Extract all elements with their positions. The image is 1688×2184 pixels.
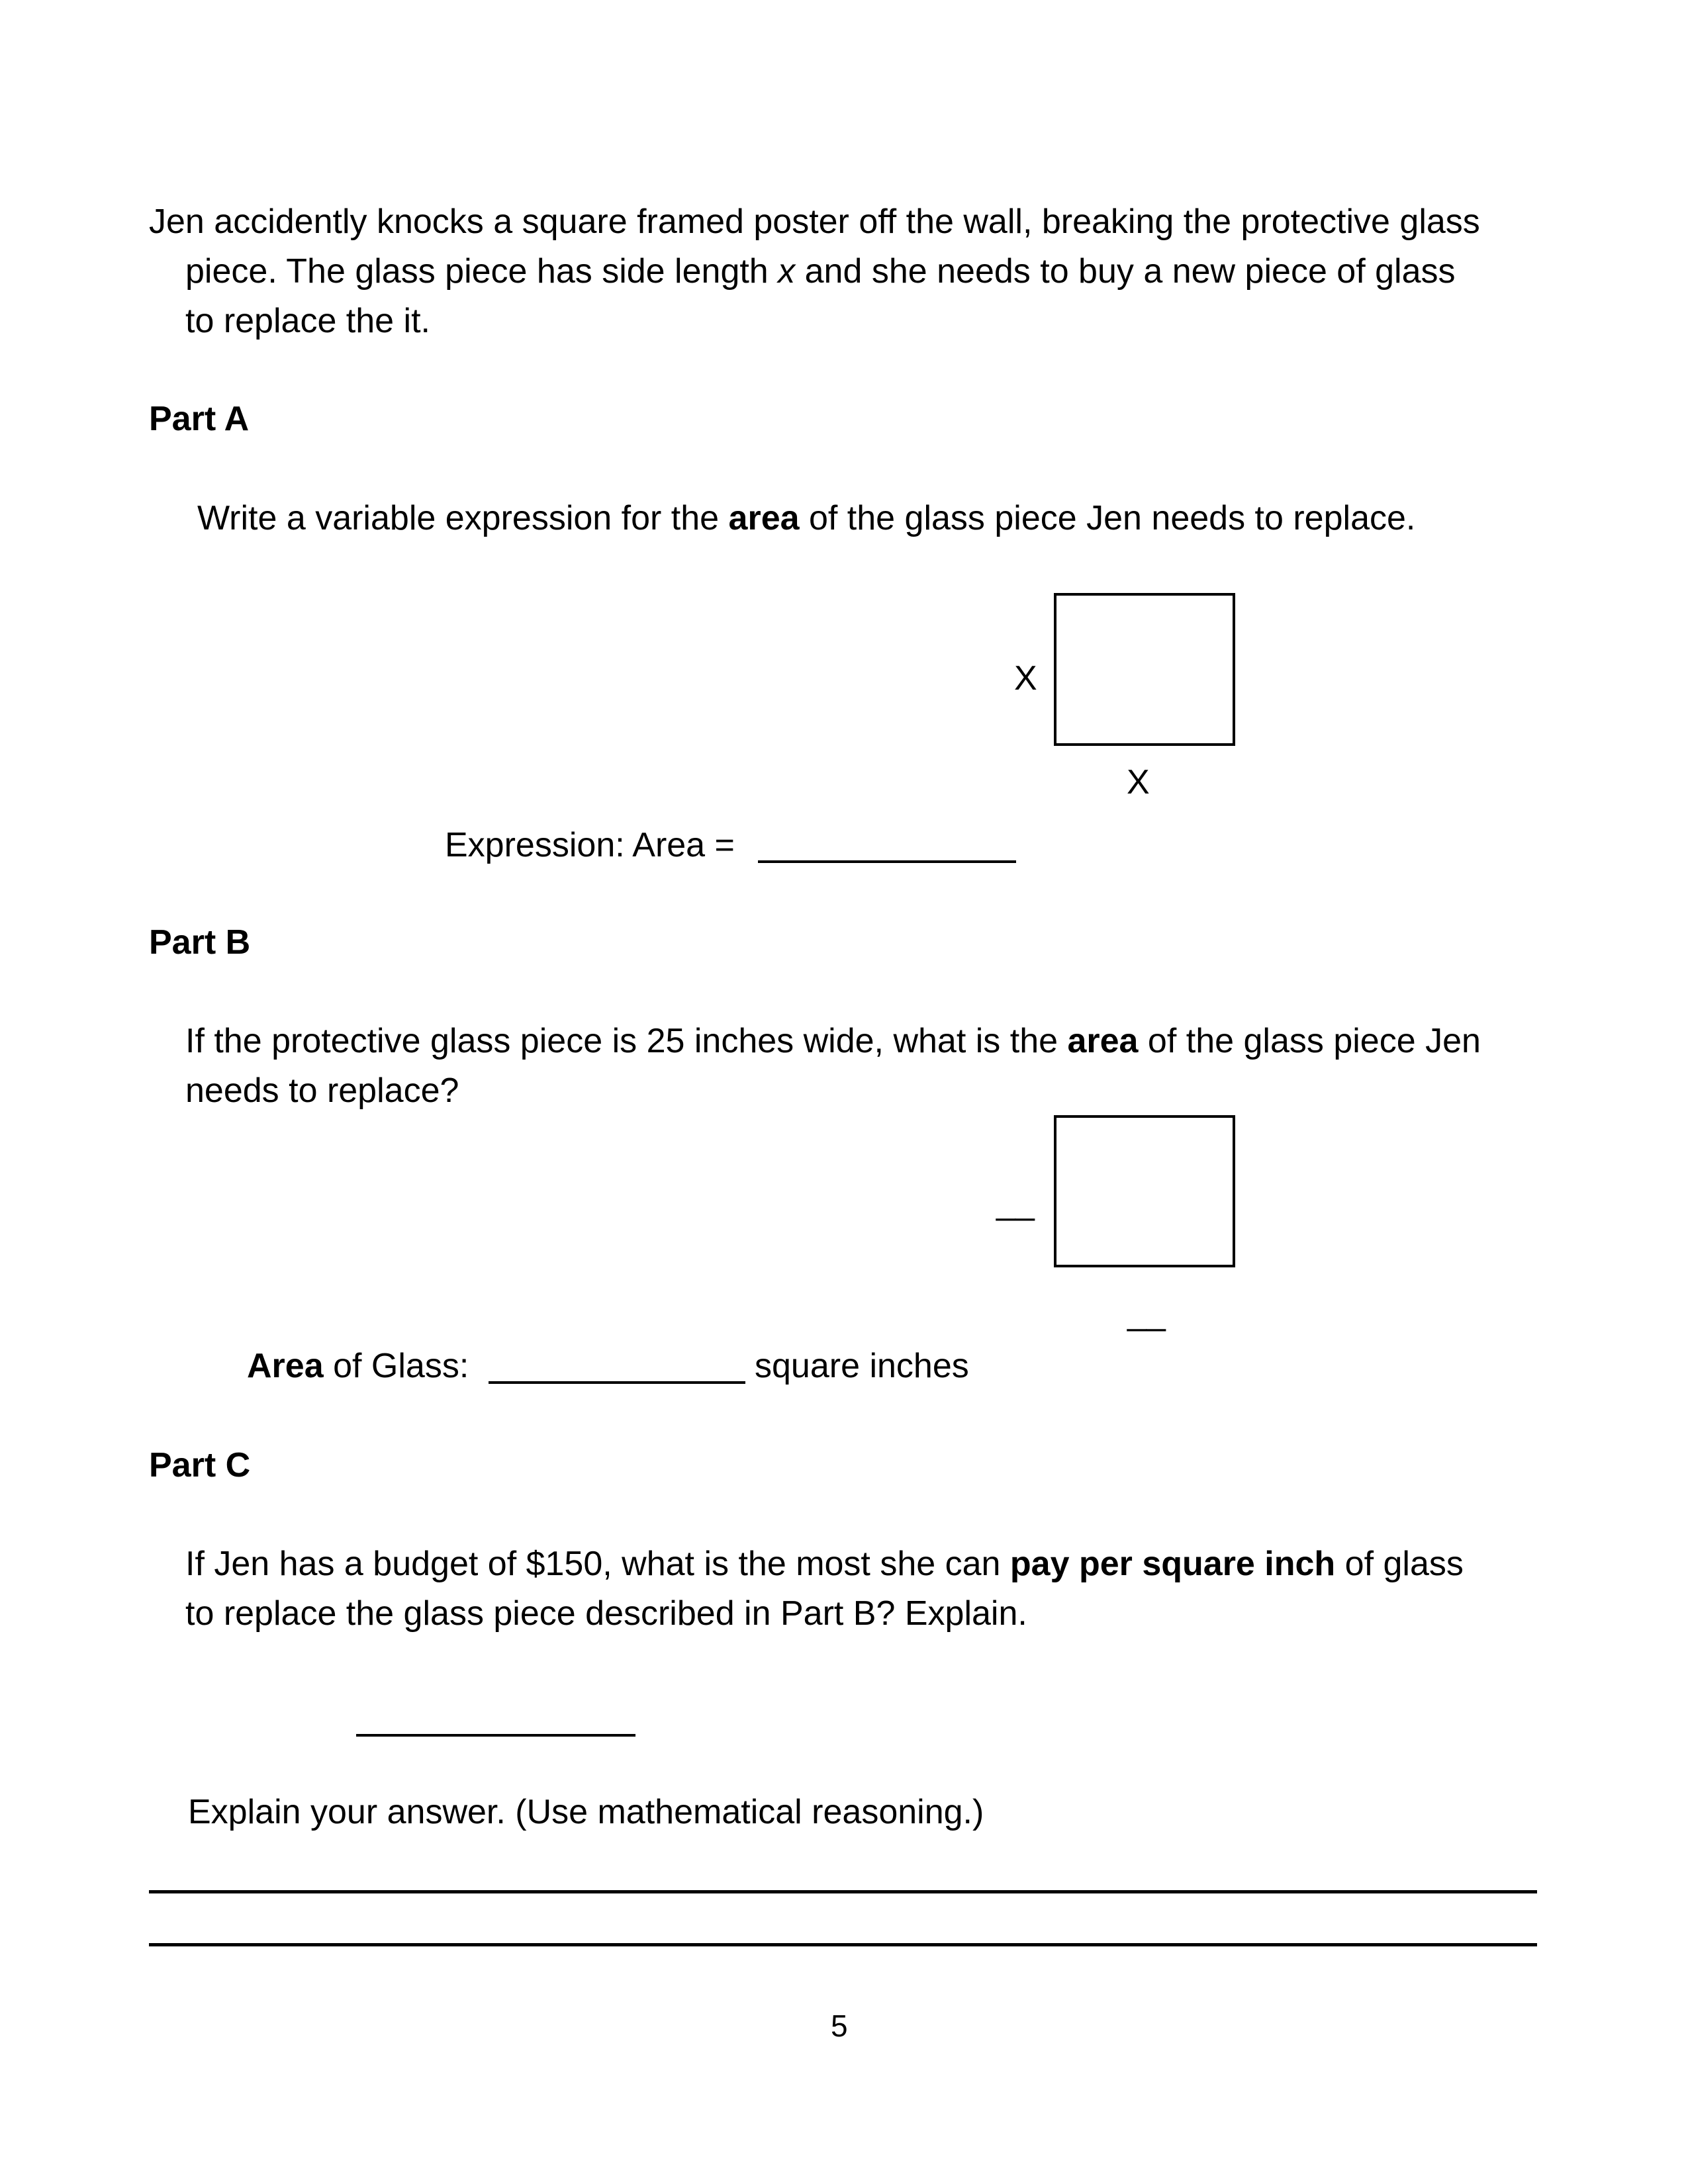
- part-b-prompt-line-2: needs to replace?: [185, 1071, 459, 1110]
- part-b-prompt-line-1: [185, 1017, 1481, 1066]
- part-b-answer-text: of Glass:: [323, 1347, 469, 1385]
- explanation-line-1[interactable]: [149, 1890, 1537, 1893]
- part-a-answer-blank[interactable]: [758, 860, 1016, 863]
- part-c-prompt-line-2: to replace the glass piece described in Part B? Explain.: [185, 1594, 1027, 1633]
- intro-line-1: Jen accidently knocks a square framed poster off the wall, breaking the protective glass: [149, 203, 1480, 241]
- part-a-side-label-bottom: X: [1127, 763, 1150, 801]
- part-b-prompt-end: of the glass piece Jen: [1138, 1022, 1481, 1060]
- part-a-prompt-area: area: [728, 499, 800, 537]
- part-c-answer-blank[interactable]: [356, 1734, 635, 1737]
- part-c-heading: Part C: [149, 1446, 251, 1484]
- part-a-prompt-start: Write a variable expression for the: [197, 499, 729, 537]
- part-b-prompt-area: area: [1067, 1022, 1139, 1060]
- part-a-side-label-left: X: [1014, 659, 1037, 698]
- part-c-prompt-start: If Jen has a budget of $150, what is the most she can: [185, 1545, 1010, 1583]
- part-b-heading: Part B: [149, 923, 251, 962]
- page-number: 5: [831, 2009, 848, 2043]
- part-b-square-diagram: [1054, 1115, 1235, 1267]
- part-c-prompt-bold: pay per square inch: [1009, 1545, 1336, 1583]
- part-a-square-diagram: [1054, 593, 1235, 746]
- part-c-explain-label: Explain your answer. (Use mathematical reasoning.): [188, 1793, 984, 1831]
- intro-line-2-end: and she needs to buy a new piece of glass: [795, 252, 1456, 291]
- variable-x: x: [778, 252, 796, 291]
- part-b-answer-blank[interactable]: [489, 1381, 745, 1384]
- part-b-side-label-bottom[interactable]: __: [1127, 1294, 1166, 1332]
- part-b-prompt-start: If the protective glass piece is 25 inches wide, what is the: [185, 1022, 1068, 1060]
- intro-line-2: [185, 247, 1456, 296]
- part-a-prompt: [197, 494, 1415, 543]
- explanation-line-2[interactable]: [149, 1943, 1537, 1946]
- intro-line-2-start: piece. The glass piece has side length: [185, 252, 778, 291]
- part-c-prompt-end: of glass: [1335, 1545, 1464, 1583]
- part-a-prompt-end: of the glass piece Jen needs to replace.: [799, 499, 1416, 537]
- part-b-answer-bold: Area: [247, 1347, 324, 1385]
- part-c-prompt-line-1: [185, 1539, 1464, 1589]
- intro-line-3: to replace the it.: [185, 302, 430, 340]
- part-b-side-label-left[interactable]: __: [996, 1183, 1035, 1222]
- part-b-answer-unit: square inches: [755, 1347, 969, 1385]
- part-a-heading: Part A: [149, 400, 250, 438]
- part-b-answer-label: [247, 1342, 469, 1391]
- part-a-expression-label: Expression: Area =: [445, 826, 735, 864]
